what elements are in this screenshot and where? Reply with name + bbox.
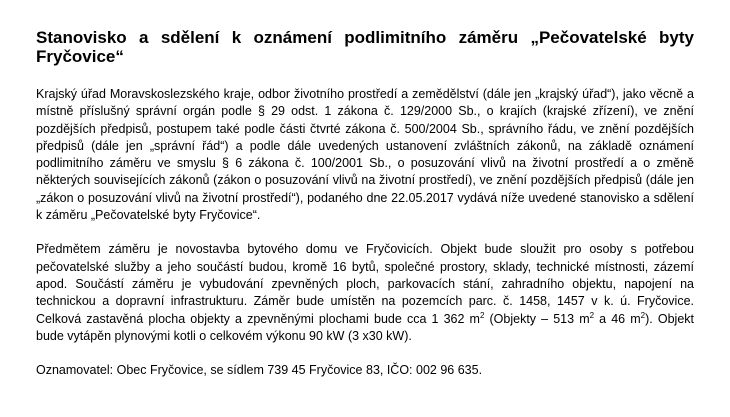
project-description-text: Předmětem záměru je novostavba bytového domu ve Fryčovicích. Objekt bude sloužit pro osoby s potřebou pečovatelské služby a jeho součástí budou, kromě 16 bytů, společné prostory, sklady, technické místnosti, zázemí apod. Součástí záměru je vybudování zpevněných ploch, parkovacích stání, zahradního objektu, napojení na technickou a dopravní infrastrukturu. Záměr bude umístěn na pozemcích parc. č. 1458, 1457 v k. ú. Fryčovice. Celková zastavěná plocha objekty a zpevněnými plochami bude cca 1 362 m xyxy=(36,242,694,326)
project-description-text-4: ). Objekt bude vytápěn plynovými kotli o celkovém výkonu 90 kW (3 x30 kW). xyxy=(36,311,694,343)
superscript-squared-2: 2 xyxy=(589,310,595,320)
paragraph-notifier: Oznamovatel: Obec Fryčovice, se sídlem 739 45 Fryčovice 83, IČO: 002 96 635. xyxy=(36,363,483,378)
superscript-squared-3: 2 xyxy=(640,310,646,320)
paragraph-project-description xyxy=(36,241,694,345)
paragraph-intro: Krajský úřad Moravskoslezského kraje, odbor životního prostředí a zemědělství (dále jen „krajský úřad“), jako věcně a místně příslušný správní orgán podle § 29 odst. 1 zákona č. 129/2000 Sb., o krajích (krajské zřízení), ve znění pozdějších předpisů, postupem také podle části čtvrté zákona č. 500/2004 Sb., správního řádu, ve znění pozdějších předpisů (dále jen „správní řád“) a podle dále uvedených ustanovení zvláštních zákonů, na základě oznámení podlimitního záměru ve smyslu § 6 zákona č. 100/2001 Sb., o posuzování vlivů na životní prostředí a o změně některých souvisejících zákonů (zákon o posuzování vlivů na životní prostředí), ve znění pozdějších předpisů (dále jen „zákon o posuzování vlivů na životní prostředí“), podaného dne 22.05.2017 vydává níže uvedené stanovisko a sdělení k záměru „Pečovatelské byty Fryčovice“. xyxy=(36,87,694,223)
document-page xyxy=(36,28,694,379)
document-title: Stanovisko a sdělení k oznámení podlimitního záměru „Pečovatelské byty Fryčovice“ xyxy=(36,28,694,66)
superscript-squared-1: 2 xyxy=(479,310,485,320)
project-description-text-2: (Objekty – 513 m xyxy=(484,311,590,326)
project-description-text-3: a 46 m xyxy=(594,311,641,326)
